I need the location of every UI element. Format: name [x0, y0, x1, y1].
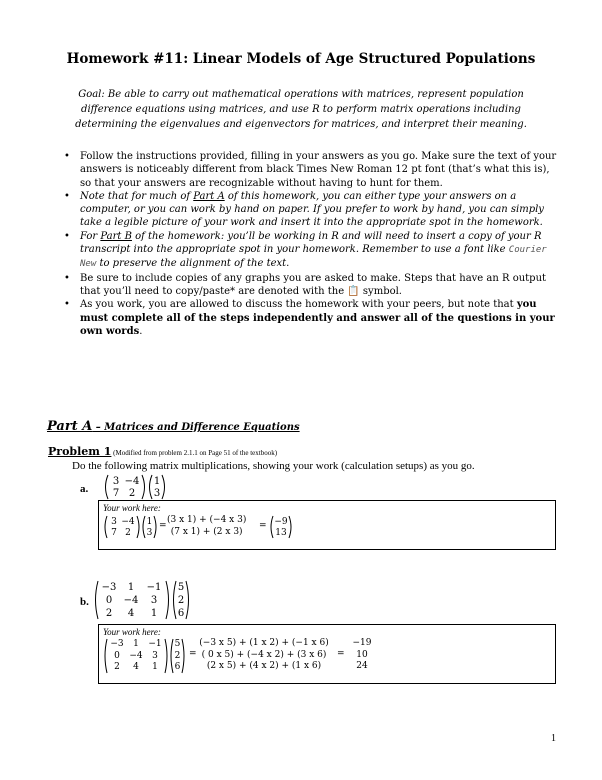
- work-result-a: [269, 515, 293, 539]
- right-paren-icon: [161, 474, 167, 500]
- bullet-icon: •: [64, 299, 70, 311]
- matrix-cell: −1: [146, 582, 162, 593]
- part-a-subtitle: – Matrices and Difference Equations: [92, 422, 300, 433]
- vector-cell: 1: [153, 476, 161, 487]
- list-item: [62, 190, 560, 230]
- calc-line: (−3 x 5) + (1 x 2) + (−1 x 6): [199, 638, 329, 648]
- vector-cell: 6: [174, 662, 181, 673]
- list-item: [62, 272, 560, 299]
- matrix-cell: −4: [129, 650, 143, 661]
- bullet-icon: •: [64, 151, 70, 162]
- matrix-cell: 2: [128, 488, 136, 499]
- bullet-icon: •: [64, 190, 70, 202]
- matrix-cell: 4: [127, 608, 135, 619]
- matrix-cell: 4: [133, 662, 139, 673]
- bullet-text: to preserve the alignment of the text.: [96, 258, 290, 270]
- instruction-list: [62, 150, 560, 338]
- right-paren-icon: [185, 580, 191, 620]
- bullet-text: of this homework, you can either type your answers on a computer, or you can work by hand on paper. If you prefer to work by hand, you can simply take a legible picture of your work and insert it into the appropriate spot in the homework.: [80, 190, 544, 229]
- result-cell: 10: [356, 649, 368, 660]
- bullet-text: Follow the instructions provided, filling in your answers as you go. Make sure the text of your answers is noticeably different from black Times New Roman 12 pt font (that’s what this is), so that your answers are recognizable without having to hunt for them.: [80, 151, 557, 189]
- bullet-text: of the homework: you’ll be working in R and will need to insert a copy of your R transcript into the appropriate spot in your homework. Remember to use a font like: [80, 230, 542, 256]
- matrix-cell: 2: [125, 528, 131, 538]
- work-calculation: [199, 638, 329, 673]
- answer-box-label: Your work here:: [103, 627, 161, 637]
- matrix-cell: 1: [152, 662, 158, 673]
- calc-line: (3 x 1) + (−4 x 3): [167, 515, 247, 525]
- bullet-text: As you work, you are allowed to discuss the homework with your peers, but note that: [80, 299, 517, 311]
- vector-cell: 6: [177, 608, 185, 619]
- problem-label: Problem 1: [48, 445, 112, 458]
- list-item: [62, 230, 560, 272]
- answer-box-label: Your work here:: [103, 503, 161, 513]
- result-cell: −9: [274, 517, 288, 527]
- result-cell: 24: [356, 661, 368, 671]
- matrix-cell: 1: [133, 639, 139, 649]
- matrix-cell: 7: [111, 528, 117, 538]
- right-paren-icon: [153, 515, 158, 539]
- matrix-cell: 3: [111, 517, 117, 527]
- page-number: 1: [551, 733, 556, 744]
- vector-cell: 2: [177, 595, 185, 606]
- matrix-cell: −4: [123, 595, 139, 606]
- vector-cell: 5: [177, 582, 185, 593]
- part-a-heading: [47, 419, 300, 434]
- vector-cell: 1: [146, 517, 153, 527]
- matrix-cell: 2: [105, 608, 113, 619]
- calc-line: (2 x 5) + (4 x 2) + (1 x 6): [206, 661, 322, 671]
- vector-cell: 2: [174, 650, 181, 661]
- vector-cell: 3: [153, 488, 161, 499]
- calc-line: (7 x 1) + (2 x 3): [170, 526, 243, 537]
- matrix-cell: −3: [110, 639, 124, 649]
- bullet-emphasis: you must complete all of the steps independently and answer all of the questions in your own words: [80, 299, 555, 337]
- problem-note: (Modified from problem 2.1.1 on Page 51 of the textbook): [111, 449, 278, 457]
- work-result-b: [349, 638, 375, 673]
- problem-1-heading: [48, 445, 277, 458]
- part-b-ref: Part B: [100, 230, 132, 242]
- equals-sign: =: [259, 521, 267, 531]
- question-b-label: b.: [80, 596, 89, 608]
- goal-statement: Goal: Be able to carry out mathematical operations with matrices, represent population difference equations using matrices, and use R to perform matrix operations including determining the eigenvalues and eigenvectors for matrices, and interpret their meaning.: [75, 89, 527, 130]
- bullet-text: For: [80, 230, 101, 242]
- matrix-cell: −1: [148, 639, 162, 649]
- right-paren-icon: [181, 638, 186, 674]
- work-matrix-a: [103, 515, 158, 539]
- matrix-cell: 2: [114, 662, 120, 673]
- document-title: Homework #11: Linear Models of Age Structured Populations: [66, 51, 536, 67]
- equals-sign: =: [337, 649, 345, 659]
- work-calculation: [167, 515, 246, 538]
- equals-sign: =: [159, 521, 167, 531]
- matrix-cell: 3: [152, 650, 158, 661]
- list-item: [62, 298, 560, 338]
- bullet-icon: •: [64, 230, 70, 242]
- answer-box-a[interactable]: [98, 500, 556, 550]
- bullet-text: Be sure to include copies of any graphs you are asked to make. Steps that have an R output that you’ll need to copy/paste* are denoted with the 📋 symbol.: [80, 272, 547, 297]
- matrix-cell: 3: [112, 476, 120, 487]
- list-item: [62, 150, 560, 190]
- equals-sign: =: [189, 649, 197, 659]
- bullet-text: Note that for much of: [80, 190, 194, 202]
- vector-cell: 3: [146, 528, 153, 538]
- courier-new-sample: Courier New: [80, 245, 547, 270]
- matrix-cell: 0: [105, 595, 113, 606]
- problem-instructions: Do the following matrix multiplications, showing your work (calculation setups) as you go.: [72, 460, 475, 472]
- question-a-label: a.: [80, 483, 89, 495]
- vector-cell: 5: [174, 639, 181, 649]
- work-matrix-b: [103, 638, 186, 674]
- matrix-cell: 3: [150, 595, 158, 606]
- answer-box-b[interactable]: [98, 624, 556, 684]
- calc-line: ( 0 x 5) + (−4 x 2) + (3 x 6): [201, 649, 327, 660]
- matrix-cell: 1: [127, 582, 135, 593]
- matrix-cell: 0: [114, 650, 120, 661]
- question-b-matrix: [93, 580, 191, 620]
- matrix-cell: −4: [121, 517, 135, 527]
- bullet-text: .: [139, 325, 143, 337]
- matrix-cell: −3: [101, 582, 117, 593]
- right-paren-icon: [288, 515, 293, 539]
- part-a-ref: Part A: [193, 190, 225, 202]
- question-a-matrix: [103, 474, 167, 500]
- result-cell: 13: [275, 528, 287, 538]
- bullet-icon: •: [64, 272, 70, 284]
- result-cell: −19: [352, 638, 372, 648]
- part-a-title: Part A: [47, 419, 93, 434]
- matrix-cell: −4: [124, 476, 140, 487]
- matrix-cell: 7: [112, 488, 120, 499]
- matrix-cell: 1: [150, 608, 158, 619]
